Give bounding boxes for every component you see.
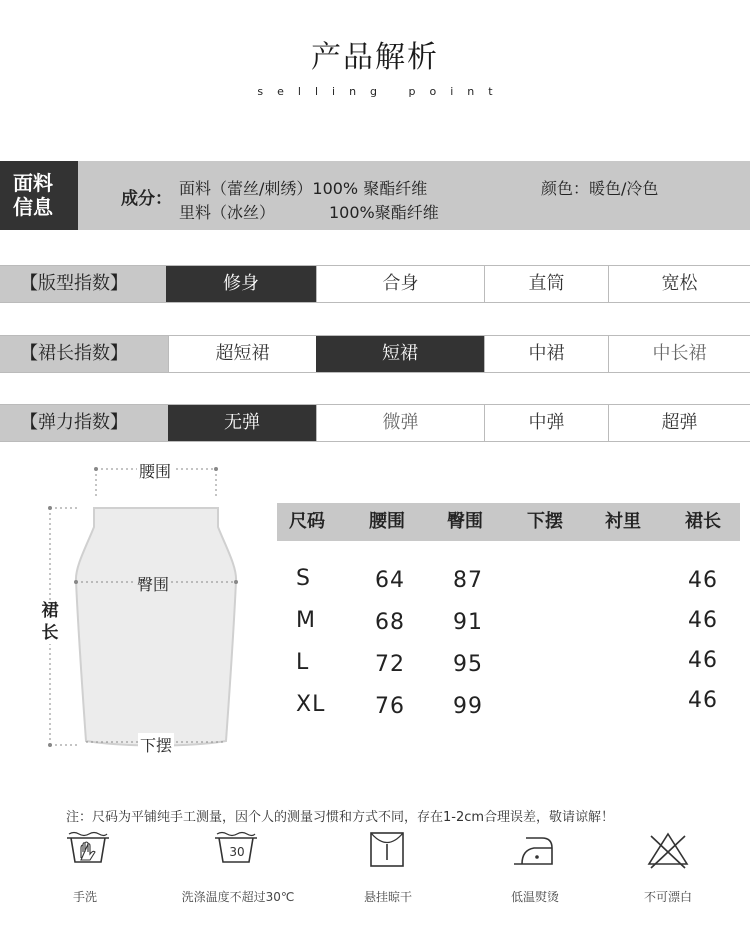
hang-dry-label: 悬挂晾干: [363, 890, 412, 904]
stretch-index-row: [0, 404, 750, 442]
fit-option-slim: 修身: [166, 266, 316, 302]
cell-hip: 95: [453, 652, 483, 677]
skirt-diagram: [30, 455, 260, 755]
cell-length: 46: [688, 568, 718, 593]
cell-hip: 99: [453, 694, 483, 719]
stretch-option-high: 超弹: [608, 405, 750, 441]
outer-fabric-line: 面料（蕾丝/刺绣）100% 聚酯纤维: [179, 179, 428, 198]
low-iron-label: 低温熨烫: [510, 890, 559, 904]
fit-index-label: 【版型指数】: [0, 266, 166, 302]
wash-temp-text: 30: [229, 845, 245, 859]
length-index-label: 【裙长指数】: [0, 336, 168, 372]
length-option-mini: 超短裙: [168, 336, 316, 372]
length-label: 裙长: [41, 601, 59, 643]
fit-option-straight: 直筒: [484, 266, 608, 302]
cell-size: M: [296, 608, 316, 633]
th-hip: 臀围: [447, 511, 483, 532]
cell-size: XL: [296, 692, 326, 717]
hang-dry-icon: [332, 830, 442, 870]
measurement-note: 注：尺码为平铺纯手工测量，因个人的测量习惯和方式不同，存在1-2cm合理误差，敬请谅解！: [66, 810, 615, 825]
low-iron-icon: [478, 830, 588, 870]
stretch-option-none: 无弹: [168, 405, 316, 441]
wash-30-label: 洗涤温度不超过30℃: [181, 890, 295, 904]
cell-size: S: [296, 566, 311, 591]
fabric-info-label: [0, 161, 78, 230]
cell-length: 46: [688, 688, 718, 713]
stretch-option-slight: 微弹: [316, 405, 484, 441]
th-lining: 衬里: [605, 511, 641, 532]
length-option-short: 短裙: [316, 336, 484, 372]
cell-hip: 91: [453, 610, 483, 635]
page-title: 产品解析: [311, 40, 439, 75]
th-length: 裙长: [685, 511, 721, 532]
lining-fabric-value: 100%聚酯纤维: [329, 203, 439, 222]
th-waist: 腰围: [369, 511, 405, 532]
waist-label: 腰围: [137, 459, 173, 482]
cell-length: 46: [688, 608, 718, 633]
th-size: 尺码: [289, 511, 325, 532]
fit-index-row: [0, 265, 750, 303]
page-subtitle: selling point: [257, 85, 507, 98]
length-option-midi: 中裙: [484, 336, 608, 372]
stretch-index-label: 【弹力指数】: [0, 405, 168, 441]
hem-label: 下摆: [138, 733, 174, 756]
fit-option-regular: 合身: [316, 266, 484, 302]
hand-wash-label: 手洗: [72, 890, 97, 904]
length-index-row: [0, 335, 750, 373]
cell-waist: 76: [375, 694, 405, 719]
size-table-header: [277, 503, 740, 541]
cell-size: L: [296, 650, 310, 675]
cell-hip: 87: [453, 568, 483, 593]
th-hem: 下摆: [527, 511, 563, 532]
length-option-midi-long: 中长裙: [608, 336, 750, 372]
cell-waist: 64: [375, 568, 405, 593]
no-bleach-label: 不可漂白: [643, 890, 692, 904]
hand-wash-icon: [33, 830, 143, 870]
fit-option-loose: 宽松: [608, 266, 750, 302]
lining-fabric-line: 里料（冰丝）: [179, 203, 276, 222]
no-bleach-icon: [613, 830, 723, 870]
color-line: 颜色：暖色/冷色: [541, 179, 659, 198]
fabric-label-line1: 面料: [13, 171, 53, 195]
cell-waist: 72: [375, 652, 405, 677]
skirt-shape: [76, 508, 236, 746]
stretch-option-medium: 中弹: [484, 405, 608, 441]
fabric-label-line2: 信息: [13, 195, 53, 219]
hip-label: 臀围: [135, 572, 171, 595]
cell-waist: 68: [375, 610, 405, 635]
composition-key: 成分：: [121, 189, 172, 209]
cell-length: 46: [688, 648, 718, 673]
